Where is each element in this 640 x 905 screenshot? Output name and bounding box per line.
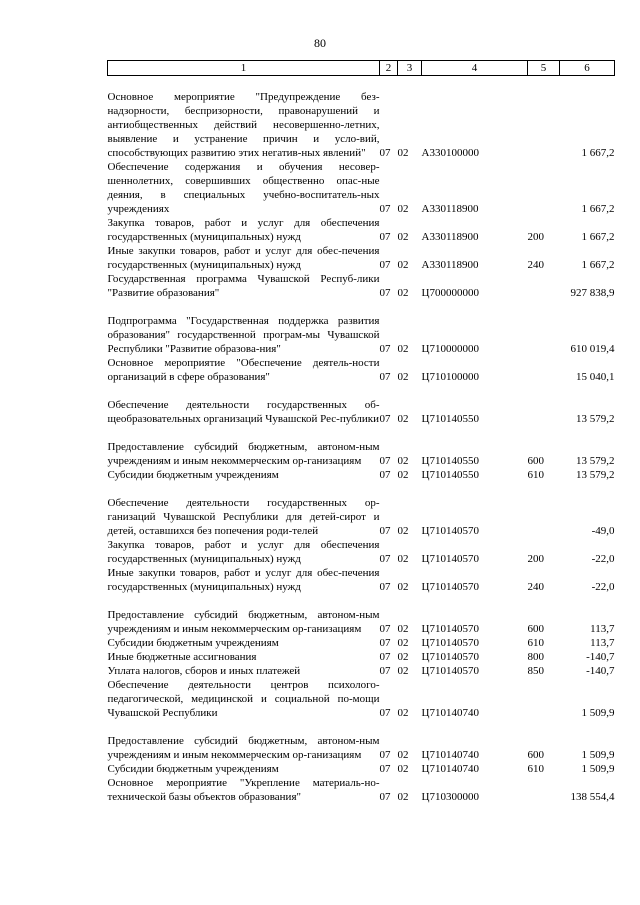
expense-type-code: 600 [527,454,544,467]
section-code: 07 [379,790,391,803]
target-article-code: А330118900 [421,202,479,215]
target-article-code: А330118900 [421,230,479,243]
table-row [108,678,615,720]
column-header-4: 4 [422,61,528,76]
section-code: 07 [379,258,391,271]
row-name: Иные закупки товаров, работ и услуг для обес-печения государственных (муниципальных) нужд [107,566,380,593]
row-name: Основное мероприятие "Предупреждение без-надзорности, беспризорности, правонарушений и антиобщественных действий несовершенно-летних, выявление и устранение причин и усло-вий, способствующих развитию этих негатив-ных явлений" [107,90,380,159]
subsection-code: 02 [397,202,409,215]
amount: 1 509,9 [581,762,615,775]
row-name: Иные бюджетные ассигнования [107,650,257,663]
expense-type-code [528,776,560,804]
expense-type-code: 610 [527,468,544,481]
row-name: Закупка товаров, работ и услуг для обеспечения государственных (муниципальных) нужд [107,216,380,243]
column-header-3: 3 [398,61,422,76]
amount: 1 667,2 [581,146,615,159]
target-article-code: Ц710140570 [421,622,479,635]
amount: 15 040,1 [576,370,615,383]
target-article-code: Ц710140740 [421,706,479,719]
amount: -22,0 [591,580,615,593]
section-code: 07 [379,454,391,467]
section-code: 07 [379,286,391,299]
subsection-code: 02 [397,412,409,425]
table-row [108,594,615,636]
section-code: 07 [379,762,391,775]
amount: -49,0 [591,524,615,537]
amount: 138 554,4 [570,790,615,803]
subsection-code: 02 [397,664,409,677]
target-article-code: А330100000 [421,146,479,159]
table-row [108,426,615,468]
column-header-6: 6 [560,61,615,76]
row-name: Субсидии бюджетным учреждениям [107,762,279,775]
table-row [108,272,615,300]
subsection-code: 02 [397,146,409,159]
table-row [108,300,615,356]
amount: 927 838,9 [570,286,615,299]
table-row [108,356,615,384]
row-name: Основное мероприятие "Укрепление материаль-но-технической базы объектов образования" [107,776,380,803]
amount: 1 667,2 [581,258,615,271]
amount: 1 509,9 [581,706,615,719]
expense-type-code: 610 [527,762,544,775]
row-name: Уплата налогов, сборов и иных платежей [107,664,301,677]
page-number: 80 [314,36,326,50]
section-code: 07 [379,706,391,719]
table-row [108,538,615,566]
expense-type-code [528,678,560,720]
expense-type-code [528,384,560,426]
row-name: Обеспечение деятельности государственных ор-ганизаций Чувашской Республики для детей-сирот и детей, оставшихся без попечения роди-телей [107,496,380,537]
section-code: 07 [379,636,391,649]
row-name: Обеспечение деятельности центров психолого-педагогической, медицинской и социальной по-мощи Чувашской Республики [107,678,380,719]
subsection-code: 02 [397,790,409,803]
target-article-code: Ц710140570 [421,524,479,537]
subsection-code: 02 [397,762,409,775]
subsection-code: 02 [397,580,409,593]
table-row [108,468,615,482]
section-code: 07 [379,622,391,635]
amount: 113,7 [590,622,615,635]
section-code: 07 [379,202,391,215]
subsection-code: 02 [397,258,409,271]
section-code: 07 [379,524,391,537]
row-name: Иные закупки товаров, работ и услуг для обес-печения государственных (муниципальных) нужд [107,244,380,271]
subsection-code: 02 [397,286,409,299]
amount: -140,7 [586,664,615,677]
table-row [108,636,615,650]
table-header-row [108,61,615,76]
subsection-code: 02 [397,524,409,537]
subsection-code: 02 [397,706,409,719]
expense-type-code: 800 [527,650,544,663]
section-code: 07 [379,468,391,481]
expense-type-code [528,76,560,160]
subsection-code: 02 [397,342,409,355]
target-article-code: Ц710140570 [421,580,479,593]
row-name: Закупка товаров, работ и услуг для обеспечения государственных (муниципальных) нужд [107,538,380,565]
amount: 13 579,2 [576,454,615,467]
row-name: Государственная программа Чувашской Респуб-лики "Развитие образования" [107,272,380,299]
row-name: Подпрограмма "Государственная поддержка развития образования" государственной програм-мы Чувашской Республики "Развитие образова-ния" [107,314,380,355]
target-article-code: Ц710100000 [421,370,479,383]
target-article-code: Ц710140570 [421,664,479,677]
section-code: 07 [379,342,391,355]
target-article-code: Ц710000000 [421,342,479,355]
expense-type-code: 600 [527,748,544,761]
expense-type-code [528,300,560,356]
row-name: Предоставление субсидий бюджетным, автоном-ным учреждениям и иным некоммерческим ор-ганизациям [107,734,380,761]
subsection-code: 02 [397,636,409,649]
row-name: Обеспечение содержания и обучения несовер-шеннолетних, совершивших общественно опас-ные деяния, в специальных учебно-воспитатель-ных учреждениях [107,160,380,215]
target-article-code: А330118900 [421,258,479,271]
amount: 1 667,2 [581,230,615,243]
section-code: 07 [379,370,391,383]
section-code: 07 [379,664,391,677]
table-row [108,664,615,678]
target-article-code: Ц700000000 [421,286,479,299]
column-header-1: 1 [108,61,380,76]
section-code: 07 [379,412,391,425]
subsection-code: 02 [397,370,409,383]
table-row [108,776,615,804]
subsection-code: 02 [397,552,409,565]
column-header-5: 5 [528,61,560,76]
row-name: Основное мероприятие "Обеспечение деятель-ности организаций в сфере образования" [107,356,380,383]
target-article-code: Ц710300000 [421,790,479,803]
expense-type-code: 600 [527,622,544,635]
section-code: 07 [379,580,391,593]
section-code: 07 [379,552,391,565]
subsection-code: 02 [397,468,409,481]
amount: 13 579,2 [576,468,615,481]
table-body [108,76,615,804]
row-name: Субсидии бюджетным учреждениям [107,468,279,481]
table-row [108,384,615,426]
expense-type-code: 240 [527,580,544,593]
table-row [108,720,615,762]
expense-type-code [528,356,560,384]
row-name: Субсидии бюджетным учреждениям [107,636,279,649]
expense-type-code [528,160,560,216]
expense-type-code: 610 [527,636,544,649]
subsection-code: 02 [397,454,409,467]
subsection-code: 02 [397,748,409,761]
expense-type-code: 850 [527,664,544,677]
column-header-2: 2 [380,61,398,76]
section-code: 07 [379,146,391,159]
amount: 13 579,2 [576,412,615,425]
table-row [108,216,615,244]
expense-type-code [528,272,560,300]
target-article-code: Ц710140550 [421,468,479,481]
expense-type-code [528,482,560,538]
section-code: 07 [379,230,391,243]
expense-type-code: 200 [527,552,544,565]
table-row [108,650,615,664]
amount: 1 509,9 [581,748,615,761]
subsection-code: 02 [397,650,409,663]
target-article-code: Ц710140550 [421,454,479,467]
section-code: 07 [379,650,391,663]
target-article-code: Ц710140740 [421,762,479,775]
amount: 1 667,2 [581,202,615,215]
table-row [108,244,615,272]
budget-table [107,60,615,804]
target-article-code: Ц710140570 [421,636,479,649]
expense-type-code: 240 [527,258,544,271]
table-row [108,566,615,594]
table-row [108,762,615,776]
table-row [108,482,615,538]
row-name: Предоставление субсидий бюджетным, автоном-ным учреждениям и иным некоммерческим ор-ганизациям [107,440,380,467]
target-article-code: Ц710140570 [421,552,479,565]
amount: -140,7 [586,650,615,663]
target-article-code: Ц710140550 [421,412,479,425]
amount: -22,0 [591,552,615,565]
table-row [108,160,615,216]
target-article-code: Ц710140570 [421,650,479,663]
section-code: 07 [379,748,391,761]
expense-type-code: 200 [527,230,544,243]
subsection-code: 02 [397,230,409,243]
row-name: Предоставление субсидий бюджетным, автоном-ным учреждениям и иным некоммерческим ор-ганизациям [107,608,380,635]
row-name: Обеспечение деятельности государственных об-щеобразовательных организаций Чувашской Рес-публики [107,398,380,425]
amount: 113,7 [590,636,615,649]
table-row [108,76,615,160]
subsection-code: 02 [397,622,409,635]
target-article-code: Ц710140740 [421,748,479,761]
amount: 610 019,4 [570,342,615,355]
